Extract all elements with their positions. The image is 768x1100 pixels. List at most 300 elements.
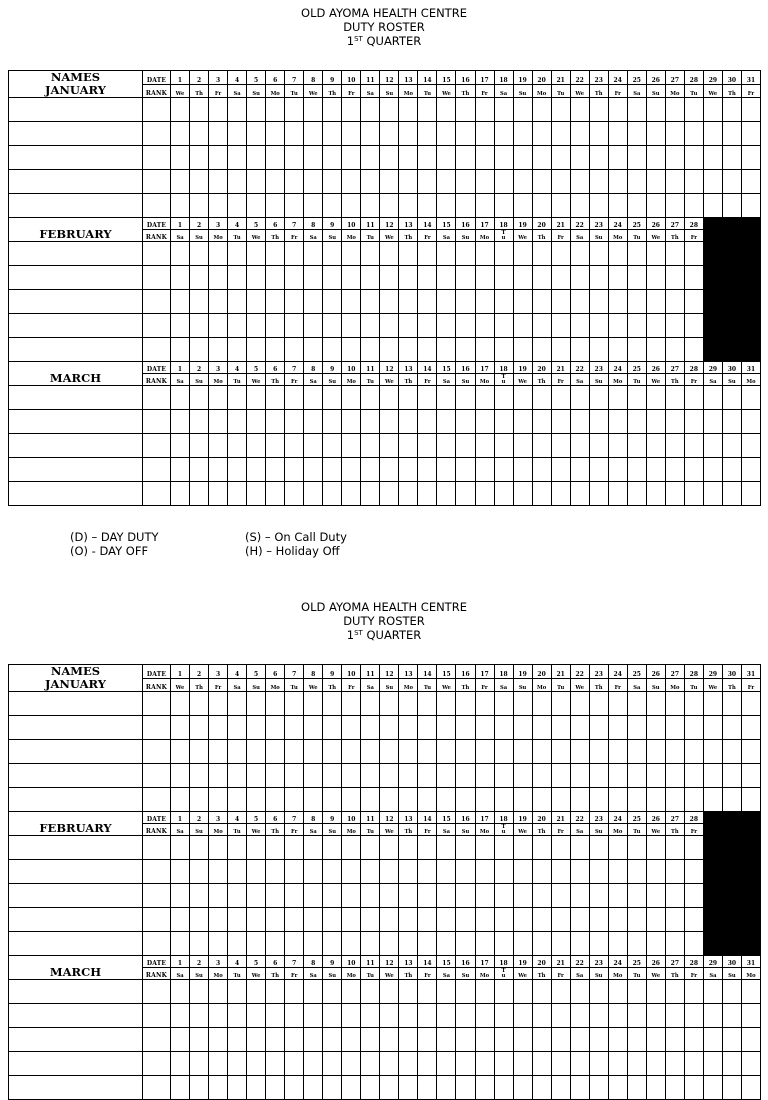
duty-cell[interactable] [190, 98, 209, 122]
duty-cell[interactable] [342, 884, 361, 908]
duty-cell[interactable] [342, 836, 361, 860]
duty-cell[interactable] [380, 692, 399, 716]
duty-cell[interactable] [342, 386, 361, 410]
duty-cell[interactable] [741, 1028, 760, 1052]
duty-cell[interactable] [494, 98, 513, 122]
duty-cell[interactable] [266, 242, 285, 266]
duty-cell[interactable] [399, 290, 418, 314]
duty-cell[interactable] [627, 482, 646, 506]
staff-name-cell[interactable] [9, 908, 143, 932]
duty-cell[interactable] [646, 692, 665, 716]
duty-cell[interactable] [171, 338, 190, 362]
duty-cell[interactable] [209, 884, 228, 908]
duty-cell[interactable] [570, 1076, 589, 1100]
duty-cell[interactable] [171, 836, 190, 860]
duty-cell[interactable] [399, 980, 418, 1004]
duty-cell[interactable] [228, 434, 247, 458]
duty-cell[interactable] [513, 194, 532, 218]
staff-rank-cell[interactable] [143, 290, 171, 314]
duty-cell[interactable] [456, 860, 475, 884]
staff-name-cell[interactable] [9, 434, 143, 458]
duty-cell[interactable] [494, 716, 513, 740]
duty-cell[interactable] [494, 290, 513, 314]
duty-cell[interactable] [361, 1076, 380, 1100]
duty-cell[interactable] [399, 266, 418, 290]
duty-cell[interactable] [228, 980, 247, 1004]
duty-cell[interactable] [361, 788, 380, 812]
duty-cell[interactable] [665, 338, 684, 362]
duty-cell[interactable] [741, 98, 760, 122]
duty-cell[interactable] [418, 314, 437, 338]
duty-cell[interactable] [722, 1076, 741, 1100]
duty-cell[interactable] [228, 98, 247, 122]
duty-cell[interactable] [323, 386, 342, 410]
duty-cell[interactable] [342, 338, 361, 362]
duty-cell[interactable] [266, 836, 285, 860]
duty-cell[interactable] [342, 860, 361, 884]
duty-cell[interactable] [380, 242, 399, 266]
duty-cell[interactable] [228, 170, 247, 194]
duty-cell[interactable] [418, 716, 437, 740]
duty-cell[interactable] [228, 194, 247, 218]
staff-name-cell[interactable] [9, 860, 143, 884]
duty-cell[interactable] [513, 1052, 532, 1076]
staff-name-cell[interactable] [9, 1076, 143, 1100]
staff-rank-cell[interactable] [143, 122, 171, 146]
duty-cell[interactable] [190, 692, 209, 716]
duty-cell[interactable] [475, 410, 494, 434]
duty-cell[interactable] [475, 242, 494, 266]
duty-cell[interactable] [209, 410, 228, 434]
duty-cell[interactable] [209, 386, 228, 410]
duty-cell[interactable] [684, 290, 703, 314]
staff-rank-cell[interactable] [143, 266, 171, 290]
staff-rank-cell[interactable] [143, 860, 171, 884]
duty-cell[interactable] [684, 884, 703, 908]
duty-cell[interactable] [323, 266, 342, 290]
duty-cell[interactable] [285, 242, 304, 266]
duty-cell[interactable] [247, 434, 266, 458]
duty-cell[interactable] [361, 410, 380, 434]
duty-cell[interactable] [741, 980, 760, 1004]
duty-cell[interactable] [228, 740, 247, 764]
duty-cell[interactable] [513, 764, 532, 788]
duty-cell[interactable] [247, 1076, 266, 1100]
duty-cell[interactable] [361, 338, 380, 362]
duty-cell[interactable] [190, 482, 209, 506]
duty-cell[interactable] [570, 146, 589, 170]
duty-cell[interactable] [266, 170, 285, 194]
duty-cell[interactable] [551, 884, 570, 908]
duty-cell[interactable] [399, 932, 418, 956]
duty-cell[interactable] [380, 716, 399, 740]
duty-cell[interactable] [684, 146, 703, 170]
staff-rank-cell[interactable] [143, 716, 171, 740]
duty-cell[interactable] [380, 980, 399, 1004]
duty-cell[interactable] [513, 1028, 532, 1052]
duty-cell[interactable] [589, 716, 608, 740]
duty-cell[interactable] [209, 740, 228, 764]
duty-cell[interactable] [475, 122, 494, 146]
duty-cell[interactable] [323, 290, 342, 314]
duty-cell[interactable] [494, 146, 513, 170]
duty-cell[interactable] [228, 692, 247, 716]
duty-cell[interactable] [475, 194, 494, 218]
duty-cell[interactable] [589, 932, 608, 956]
duty-cell[interactable] [551, 98, 570, 122]
duty-cell[interactable] [494, 740, 513, 764]
duty-cell[interactable] [665, 482, 684, 506]
duty-cell[interactable] [456, 716, 475, 740]
duty-cell[interactable] [646, 386, 665, 410]
staff-rank-cell[interactable] [143, 482, 171, 506]
duty-cell[interactable] [209, 290, 228, 314]
duty-cell[interactable] [418, 194, 437, 218]
duty-cell[interactable] [361, 836, 380, 860]
duty-cell[interactable] [608, 314, 627, 338]
duty-cell[interactable] [665, 788, 684, 812]
duty-cell[interactable] [551, 458, 570, 482]
duty-cell[interactable] [209, 908, 228, 932]
duty-cell[interactable] [627, 314, 646, 338]
duty-cell[interactable] [532, 314, 551, 338]
duty-cell[interactable] [494, 242, 513, 266]
duty-cell[interactable] [570, 740, 589, 764]
staff-name-cell[interactable] [9, 290, 143, 314]
duty-cell[interactable] [437, 122, 456, 146]
duty-cell[interactable] [513, 860, 532, 884]
duty-cell[interactable] [171, 386, 190, 410]
duty-cell[interactable] [570, 716, 589, 740]
duty-cell[interactable] [665, 980, 684, 1004]
duty-cell[interactable] [551, 290, 570, 314]
duty-cell[interactable] [589, 764, 608, 788]
duty-cell[interactable] [323, 692, 342, 716]
duty-cell[interactable] [494, 1052, 513, 1076]
duty-cell[interactable] [247, 884, 266, 908]
duty-cell[interactable] [456, 884, 475, 908]
duty-cell[interactable] [456, 122, 475, 146]
duty-cell[interactable] [703, 170, 722, 194]
staff-name-cell[interactable] [9, 692, 143, 716]
duty-cell[interactable] [418, 290, 437, 314]
duty-cell[interactable] [190, 1052, 209, 1076]
duty-cell[interactable] [190, 980, 209, 1004]
duty-cell[interactable] [209, 788, 228, 812]
duty-cell[interactable] [323, 410, 342, 434]
duty-cell[interactable] [551, 788, 570, 812]
staff-name-cell[interactable] [9, 338, 143, 362]
duty-cell[interactable] [380, 146, 399, 170]
duty-cell[interactable] [494, 458, 513, 482]
duty-cell[interactable] [608, 98, 627, 122]
duty-cell[interactable] [247, 290, 266, 314]
duty-cell[interactable] [456, 1076, 475, 1100]
duty-cell[interactable] [532, 860, 551, 884]
duty-cell[interactable] [323, 1052, 342, 1076]
staff-name-cell[interactable] [9, 1052, 143, 1076]
duty-cell[interactable] [646, 740, 665, 764]
duty-cell[interactable] [361, 482, 380, 506]
duty-cell[interactable] [494, 932, 513, 956]
duty-cell[interactable] [665, 860, 684, 884]
duty-cell[interactable] [456, 932, 475, 956]
duty-cell[interactable] [323, 764, 342, 788]
duty-cell[interactable] [494, 482, 513, 506]
duty-cell[interactable] [171, 314, 190, 338]
duty-cell[interactable] [418, 884, 437, 908]
duty-cell[interactable] [171, 410, 190, 434]
duty-cell[interactable] [722, 1028, 741, 1052]
duty-cell[interactable] [247, 458, 266, 482]
duty-cell[interactable] [247, 788, 266, 812]
staff-name-cell[interactable] [9, 980, 143, 1004]
duty-cell[interactable] [589, 740, 608, 764]
duty-cell[interactable] [513, 290, 532, 314]
duty-cell[interactable] [418, 338, 437, 362]
duty-cell[interactable] [399, 386, 418, 410]
duty-cell[interactable] [171, 716, 190, 740]
duty-cell[interactable] [741, 122, 760, 146]
duty-cell[interactable] [285, 98, 304, 122]
duty-cell[interactable] [380, 410, 399, 434]
duty-cell[interactable] [456, 1028, 475, 1052]
duty-cell[interactable] [399, 170, 418, 194]
duty-cell[interactable] [684, 980, 703, 1004]
duty-cell[interactable] [665, 146, 684, 170]
duty-cell[interactable] [722, 980, 741, 1004]
duty-cell[interactable] [608, 788, 627, 812]
duty-cell[interactable] [494, 1076, 513, 1100]
duty-cell[interactable] [475, 314, 494, 338]
staff-name-cell[interactable] [9, 482, 143, 506]
duty-cell[interactable] [437, 242, 456, 266]
duty-cell[interactable] [418, 266, 437, 290]
duty-cell[interactable] [228, 482, 247, 506]
duty-cell[interactable] [665, 458, 684, 482]
duty-cell[interactable] [380, 194, 399, 218]
duty-cell[interactable] [228, 884, 247, 908]
duty-cell[interactable] [266, 266, 285, 290]
duty-cell[interactable] [494, 908, 513, 932]
duty-cell[interactable] [228, 458, 247, 482]
duty-cell[interactable] [494, 434, 513, 458]
duty-cell[interactable] [532, 836, 551, 860]
duty-cell[interactable] [190, 884, 209, 908]
staff-rank-cell[interactable] [143, 788, 171, 812]
staff-name-cell[interactable] [9, 146, 143, 170]
duty-cell[interactable] [608, 1028, 627, 1052]
duty-cell[interactable] [323, 836, 342, 860]
duty-cell[interactable] [703, 716, 722, 740]
duty-cell[interactable] [646, 338, 665, 362]
duty-cell[interactable] [532, 482, 551, 506]
duty-cell[interactable] [380, 836, 399, 860]
staff-name-cell[interactable] [9, 1028, 143, 1052]
duty-cell[interactable] [418, 1028, 437, 1052]
duty-cell[interactable] [551, 692, 570, 716]
duty-cell[interactable] [209, 194, 228, 218]
duty-cell[interactable] [665, 314, 684, 338]
duty-cell[interactable] [323, 1028, 342, 1052]
duty-cell[interactable] [190, 290, 209, 314]
duty-cell[interactable] [608, 1076, 627, 1100]
duty-cell[interactable] [304, 146, 323, 170]
duty-cell[interactable] [513, 410, 532, 434]
duty-cell[interactable] [475, 908, 494, 932]
duty-cell[interactable] [532, 338, 551, 362]
duty-cell[interactable] [551, 170, 570, 194]
duty-cell[interactable] [703, 1028, 722, 1052]
duty-cell[interactable] [627, 1076, 646, 1100]
duty-cell[interactable] [532, 788, 551, 812]
duty-cell[interactable] [532, 908, 551, 932]
duty-cell[interactable] [722, 788, 741, 812]
duty-cell[interactable] [684, 860, 703, 884]
duty-cell[interactable] [589, 1052, 608, 1076]
duty-cell[interactable] [665, 908, 684, 932]
duty-cell[interactable] [665, 242, 684, 266]
duty-cell[interactable] [247, 98, 266, 122]
duty-cell[interactable] [209, 338, 228, 362]
duty-cell[interactable] [380, 860, 399, 884]
duty-cell[interactable] [456, 764, 475, 788]
staff-rank-cell[interactable] [143, 410, 171, 434]
duty-cell[interactable] [513, 98, 532, 122]
duty-cell[interactable] [646, 980, 665, 1004]
duty-cell[interactable] [494, 314, 513, 338]
duty-cell[interactable] [190, 1076, 209, 1100]
duty-cell[interactable] [589, 884, 608, 908]
duty-cell[interactable] [171, 482, 190, 506]
duty-cell[interactable] [722, 386, 741, 410]
duty-cell[interactable] [570, 386, 589, 410]
duty-cell[interactable] [285, 1076, 304, 1100]
duty-cell[interactable] [513, 482, 532, 506]
staff-rank-cell[interactable] [143, 1052, 171, 1076]
duty-cell[interactable] [380, 98, 399, 122]
duty-cell[interactable] [722, 764, 741, 788]
duty-cell[interactable] [399, 194, 418, 218]
duty-cell[interactable] [627, 884, 646, 908]
duty-cell[interactable] [665, 266, 684, 290]
duty-cell[interactable] [722, 434, 741, 458]
duty-cell[interactable] [456, 740, 475, 764]
duty-cell[interactable] [703, 386, 722, 410]
duty-cell[interactable] [589, 458, 608, 482]
duty-cell[interactable] [247, 716, 266, 740]
duty-cell[interactable] [608, 410, 627, 434]
duty-cell[interactable] [418, 836, 437, 860]
duty-cell[interactable] [551, 146, 570, 170]
duty-cell[interactable] [190, 716, 209, 740]
duty-cell[interactable] [190, 314, 209, 338]
duty-cell[interactable] [266, 884, 285, 908]
duty-cell[interactable] [551, 764, 570, 788]
duty-cell[interactable] [703, 788, 722, 812]
duty-cell[interactable] [304, 860, 323, 884]
duty-cell[interactable] [285, 980, 304, 1004]
duty-cell[interactable] [304, 194, 323, 218]
duty-cell[interactable] [589, 266, 608, 290]
duty-cell[interactable] [228, 122, 247, 146]
duty-cell[interactable] [418, 122, 437, 146]
duty-cell[interactable] [399, 860, 418, 884]
duty-cell[interactable] [513, 716, 532, 740]
duty-cell[interactable] [171, 932, 190, 956]
duty-cell[interactable] [304, 122, 323, 146]
duty-cell[interactable] [342, 266, 361, 290]
duty-cell[interactable] [285, 1052, 304, 1076]
duty-cell[interactable] [285, 314, 304, 338]
duty-cell[interactable] [190, 338, 209, 362]
duty-cell[interactable] [304, 908, 323, 932]
duty-cell[interactable] [418, 242, 437, 266]
duty-cell[interactable] [608, 266, 627, 290]
duty-cell[interactable] [684, 1028, 703, 1052]
duty-cell[interactable] [703, 692, 722, 716]
duty-cell[interactable] [209, 98, 228, 122]
duty-cell[interactable] [304, 836, 323, 860]
duty-cell[interactable] [418, 788, 437, 812]
duty-cell[interactable] [399, 1076, 418, 1100]
duty-cell[interactable] [437, 860, 456, 884]
staff-name-cell[interactable] [9, 170, 143, 194]
duty-cell[interactable] [684, 764, 703, 788]
duty-cell[interactable] [608, 242, 627, 266]
duty-cell[interactable] [684, 266, 703, 290]
duty-cell[interactable] [190, 860, 209, 884]
duty-cell[interactable] [703, 980, 722, 1004]
duty-cell[interactable] [646, 122, 665, 146]
duty-cell[interactable] [342, 434, 361, 458]
duty-cell[interactable] [456, 386, 475, 410]
duty-cell[interactable] [228, 764, 247, 788]
duty-cell[interactable] [475, 980, 494, 1004]
staff-rank-cell[interactable] [143, 980, 171, 1004]
duty-cell[interactable] [380, 1028, 399, 1052]
duty-cell[interactable] [418, 410, 437, 434]
duty-cell[interactable] [342, 170, 361, 194]
duty-cell[interactable] [684, 788, 703, 812]
duty-cell[interactable] [608, 740, 627, 764]
duty-cell[interactable] [190, 836, 209, 860]
duty-cell[interactable] [608, 980, 627, 1004]
duty-cell[interactable] [551, 836, 570, 860]
staff-name-cell[interactable] [9, 716, 143, 740]
duty-cell[interactable] [475, 434, 494, 458]
duty-cell[interactable] [456, 146, 475, 170]
duty-cell[interactable] [323, 314, 342, 338]
duty-cell[interactable] [285, 458, 304, 482]
duty-cell[interactable] [171, 860, 190, 884]
duty-cell[interactable] [247, 836, 266, 860]
duty-cell[interactable] [741, 410, 760, 434]
duty-cell[interactable] [399, 314, 418, 338]
duty-cell[interactable] [570, 980, 589, 1004]
duty-cell[interactable] [475, 860, 494, 884]
duty-cell[interactable] [741, 482, 760, 506]
staff-rank-cell[interactable] [143, 908, 171, 932]
duty-cell[interactable] [399, 836, 418, 860]
duty-cell[interactable] [589, 242, 608, 266]
duty-cell[interactable] [285, 860, 304, 884]
duty-cell[interactable] [342, 980, 361, 1004]
duty-cell[interactable] [399, 458, 418, 482]
duty-cell[interactable] [418, 980, 437, 1004]
duty-cell[interactable] [399, 338, 418, 362]
duty-cell[interactable] [437, 1076, 456, 1100]
